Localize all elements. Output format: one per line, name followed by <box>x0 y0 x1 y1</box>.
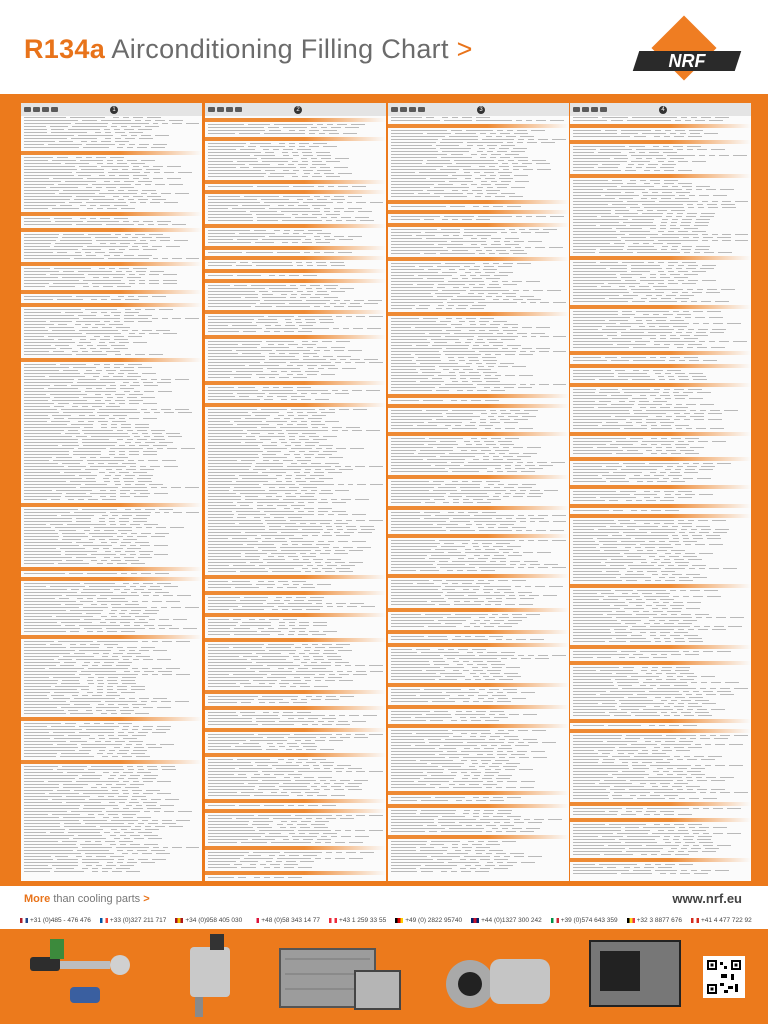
brand-section-bar <box>570 432 751 436</box>
panel-header <box>205 103 386 116</box>
table-row <box>208 701 383 704</box>
table-row <box>391 501 566 504</box>
table-row <box>391 678 566 681</box>
logo-text: NRF <box>668 51 706 71</box>
vehicle-icon <box>582 107 589 112</box>
brand-section-bar <box>21 228 202 232</box>
evaporator-icon <box>355 971 400 1009</box>
flag-it-icon <box>551 918 559 923</box>
flag-at-icon <box>329 918 337 923</box>
compressor-icon <box>446 959 550 1008</box>
brand-section-bar <box>205 706 386 710</box>
brand-section-bar <box>21 303 202 307</box>
table-row <box>208 794 383 797</box>
table-row <box>573 251 748 254</box>
table-row <box>573 378 748 381</box>
brand-section-bar <box>205 753 386 757</box>
table-row <box>573 813 748 816</box>
phone-number: +41 4 477 722 92 <box>701 916 752 924</box>
vehicle-icon <box>400 107 407 112</box>
table-row <box>208 264 383 267</box>
brand-section-bar <box>205 246 386 250</box>
phone-item <box>20 917 91 924</box>
brand-section-bar <box>388 124 569 128</box>
table-row <box>573 169 748 172</box>
phone-item <box>395 917 462 924</box>
phone-list <box>0 911 768 929</box>
flag-ch-icon <box>691 918 699 923</box>
table-row <box>573 797 748 800</box>
product-images <box>0 929 768 1024</box>
phone-number: +34 (0)958 405 030 <box>185 916 243 924</box>
brand-section-bar <box>388 630 569 634</box>
brand-section-bar <box>570 383 751 387</box>
brand-section-bar <box>570 504 751 508</box>
brand-section-bar <box>388 432 569 436</box>
table-row <box>391 830 566 833</box>
table-row <box>24 207 199 210</box>
brand-section-bar <box>205 180 386 184</box>
brand-section-bar <box>388 210 569 214</box>
vehicle-icon <box>33 107 40 112</box>
phone-item <box>691 917 752 924</box>
header <box>0 0 768 94</box>
table-row <box>391 700 566 703</box>
table-row <box>208 274 383 277</box>
brand-section-bar <box>21 503 202 507</box>
table-row <box>391 195 566 198</box>
nrf-logo <box>636 17 738 79</box>
brand-section-bar <box>21 567 202 571</box>
table-row <box>573 656 748 659</box>
brand-section-bar <box>205 256 386 260</box>
phone-item <box>551 917 618 924</box>
brand-section-bar <box>21 212 202 216</box>
product-banner <box>0 929 768 1024</box>
flag-fr-icon <box>100 918 108 923</box>
table-row <box>391 786 566 789</box>
brand-section-bar <box>388 643 569 647</box>
brand-section-bar <box>388 200 569 204</box>
slogan-rest: than cooling parts <box>53 893 141 905</box>
table-row <box>391 307 566 310</box>
brand-section-bar <box>205 613 386 617</box>
brand-section-bar <box>570 485 751 489</box>
brand-section-bar <box>388 791 569 795</box>
brand-section-bar <box>570 584 751 588</box>
brand-section-bar <box>570 645 751 649</box>
brand-section-bar <box>388 257 569 261</box>
table-row <box>391 638 566 641</box>
panel-header <box>570 103 751 116</box>
brand-section-bar <box>570 305 751 309</box>
brand-section-bar <box>388 506 569 510</box>
table-row <box>24 223 199 226</box>
table-row <box>573 579 748 582</box>
phone-number: +48 (0)58 343 14 77 <box>261 916 321 924</box>
brand-section-bar <box>388 804 569 808</box>
table-row <box>24 630 199 633</box>
table-row <box>208 608 383 611</box>
table-row <box>208 748 383 751</box>
vehicle-icon <box>235 107 242 112</box>
table-row <box>391 252 566 255</box>
phone-item <box>471 917 542 924</box>
brand-section-bar <box>570 802 751 806</box>
table-row <box>208 305 383 308</box>
brand-section-bar <box>205 799 386 803</box>
brand-section-bar <box>205 591 386 595</box>
brand-section-bar <box>21 635 202 639</box>
table-row <box>391 569 566 572</box>
brand-section-bar <box>205 190 386 194</box>
flag-gb-icon <box>471 918 479 923</box>
brand-section-bar <box>388 705 569 709</box>
brand-section-bar <box>570 858 751 862</box>
brand-section-bar <box>388 608 569 612</box>
phone-number: +39 (0)574 643 359 <box>560 916 618 924</box>
brand-section-bar <box>570 174 751 178</box>
vehicle-icon <box>573 107 580 112</box>
brand-section-bar <box>205 728 386 732</box>
table-row <box>208 185 383 188</box>
table-row <box>573 480 748 483</box>
chart-panel-3 <box>388 103 569 881</box>
flag-de-icon <box>395 918 403 923</box>
slogan <box>24 893 150 905</box>
chart-panel-4 <box>570 103 751 881</box>
brand-section-bar <box>205 137 386 141</box>
table-row <box>391 399 566 402</box>
vehicle-icon <box>24 107 31 112</box>
phone-number: +43 1 259 33 55 <box>339 916 387 924</box>
brand-section-bar <box>388 574 569 578</box>
chart-panel-2 <box>205 103 386 881</box>
table-row <box>24 870 199 873</box>
table-row <box>573 724 748 727</box>
table-row <box>391 625 566 628</box>
brand-section-bar <box>570 364 751 368</box>
table-row <box>391 870 566 873</box>
table-row <box>573 509 748 512</box>
phone-item <box>175 917 242 924</box>
phone-number: +31 (0)485 - 476 476 <box>30 916 91 924</box>
panel-number: 4 <box>659 106 667 114</box>
table-row <box>208 251 383 254</box>
flag-pl-icon <box>251 918 259 923</box>
brand-section-bar <box>205 310 386 314</box>
brand-section-bar <box>388 724 569 728</box>
brand-section-bar <box>205 871 386 875</box>
table-row <box>208 804 383 807</box>
brand-section-bar <box>205 381 386 385</box>
brand-section-bar <box>570 719 751 723</box>
brand-section-bar <box>570 256 751 260</box>
title-chevron: > <box>456 34 473 64</box>
brand-section-bar <box>205 279 386 283</box>
brand-section-bar <box>388 312 569 316</box>
panel-number: 1 <box>110 106 118 114</box>
vehicle-icon <box>42 107 49 112</box>
brand-section-bar <box>388 835 569 839</box>
table-row <box>24 257 199 260</box>
brand-section-bar <box>205 846 386 850</box>
table-row <box>24 298 199 301</box>
table-row <box>573 135 748 138</box>
table-row <box>391 218 566 221</box>
table-row <box>208 685 383 688</box>
brand-section-bar <box>570 351 751 355</box>
table-row <box>391 119 566 122</box>
table-row <box>24 572 199 575</box>
brand-section-bar <box>205 690 386 694</box>
table-row <box>391 389 566 392</box>
table-row <box>208 330 383 333</box>
table-row <box>391 205 566 208</box>
brand-section-bar <box>570 124 751 128</box>
brand-section-bar <box>570 140 751 144</box>
table-row <box>24 498 199 501</box>
table-row <box>391 719 566 722</box>
brand-section-bar <box>388 223 569 227</box>
phone-number: +44 (0)1327 300 242 <box>481 916 542 924</box>
table-row <box>24 146 199 149</box>
vehicle-icon <box>217 107 224 112</box>
panel-header <box>388 103 569 116</box>
phone-item <box>627 917 682 924</box>
brand-section-bar <box>205 403 386 407</box>
vehicle-icon <box>409 107 416 112</box>
panel-number: 2 <box>294 106 302 114</box>
vehicle-icon <box>391 107 398 112</box>
table-row <box>391 470 566 473</box>
table-row <box>208 841 383 844</box>
brand-section-bar <box>21 760 202 764</box>
brand-section-bar <box>205 809 386 813</box>
table-row <box>573 640 748 643</box>
table-row <box>391 603 566 606</box>
table-row <box>208 132 383 135</box>
table-row <box>573 300 748 303</box>
table-row <box>208 376 383 379</box>
table-row <box>573 853 748 856</box>
brand-section-bar <box>205 118 386 122</box>
brand-section-bar <box>388 683 569 687</box>
table-row <box>24 353 199 356</box>
brand-section-bar <box>21 151 202 155</box>
brand-section-bar <box>388 394 569 398</box>
table-row <box>391 427 566 430</box>
table-row <box>24 755 199 758</box>
table-row <box>208 723 383 726</box>
vehicle-icon <box>51 107 58 112</box>
table-row <box>208 219 383 222</box>
phone-number: +33 (0)327 211 717 <box>109 916 167 924</box>
title-accent: R134a <box>24 34 106 64</box>
phone-item <box>251 917 320 924</box>
phone-item <box>329 917 386 924</box>
brand-section-bar <box>570 661 751 665</box>
flag-nl-icon <box>20 918 28 923</box>
table-row <box>208 633 383 636</box>
panel-number: 3 <box>477 106 485 114</box>
pressure-switch-icon <box>190 934 230 1017</box>
brand-section-bar <box>21 358 202 362</box>
table-row <box>573 427 748 430</box>
expansion-valve-icon <box>30 939 130 1003</box>
slogan-chevron: > <box>143 893 150 905</box>
brand-section-bar <box>388 475 569 479</box>
table-row <box>573 346 748 349</box>
brand-section-bar <box>205 335 386 339</box>
brand-section-bar <box>21 577 202 581</box>
brand-section-bar <box>570 514 751 518</box>
qr-code-icon <box>703 956 745 998</box>
table-row <box>24 562 199 565</box>
brand-section-bar <box>205 575 386 579</box>
brand-section-bar <box>205 638 386 642</box>
brand-section-bar <box>21 717 202 721</box>
radiator-icon <box>590 941 680 1006</box>
vehicle-icon <box>226 107 233 112</box>
title-rest: Airconditioning Filling Chart <box>111 34 449 64</box>
phone-number: +49 (0) 2822 95740 <box>405 916 463 924</box>
slogan-accent: More <box>24 893 51 905</box>
chart-panel-1 <box>21 103 202 881</box>
flag-be-icon <box>627 918 635 923</box>
table-row <box>573 714 748 717</box>
vehicle-icon <box>418 107 425 112</box>
page-title <box>24 34 473 65</box>
phone-number: +32 3 8877 676 <box>636 916 682 924</box>
brand-section-bar <box>388 404 569 408</box>
table-row <box>573 119 748 122</box>
panel-header <box>21 103 202 116</box>
table-row <box>208 175 383 178</box>
table-row <box>24 285 199 288</box>
table-row <box>573 499 748 502</box>
brand-section-bar <box>205 224 386 228</box>
brand-section-bar <box>388 534 569 538</box>
phone-item <box>100 917 166 924</box>
website-link[interactable]: www.nrf.eu <box>672 891 742 906</box>
brand-section-bar <box>570 818 751 822</box>
brand-section-bar <box>570 457 751 461</box>
table-row <box>24 712 199 715</box>
brand-section-bar <box>205 269 386 273</box>
vehicle-icon <box>591 107 598 112</box>
table-row <box>208 398 383 401</box>
brand-section-bar <box>21 262 202 266</box>
table-row <box>208 866 383 869</box>
vehicle-icon <box>208 107 215 112</box>
table-row <box>391 799 566 802</box>
vehicle-icon <box>600 107 607 112</box>
table-row <box>208 241 383 244</box>
table-row <box>208 876 383 879</box>
table-row <box>573 872 748 875</box>
table-row <box>208 586 383 589</box>
flag-es-icon <box>175 918 183 923</box>
table-row <box>573 359 748 362</box>
table-row <box>208 570 383 573</box>
brand-section-bar <box>570 729 751 733</box>
table-row <box>391 529 566 532</box>
table-row <box>573 452 748 455</box>
brand-section-bar <box>21 290 202 294</box>
